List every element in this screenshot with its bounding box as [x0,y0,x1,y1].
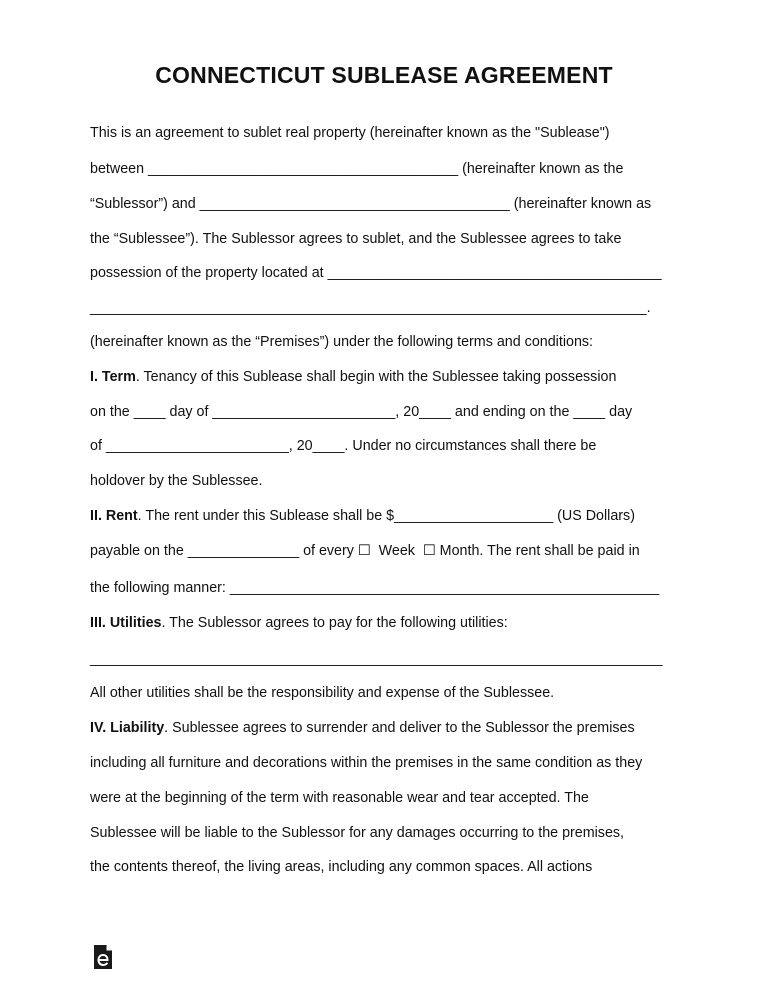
section-rent-heading: II. Rent [90,508,138,524]
section-liability [90,719,690,737]
body-line-13: payable on the ______________ of every ☐ Week ☐ Month. The rent shall be paid in [90,543,640,559]
body-line-3: “Sublessor”) and _______________________________________ (hereinafter known as [90,196,652,212]
document-title: CONNECTICUT SUBLEASE AGREEMENT [155,62,613,88]
body-line-16: ________________________________________________________________________ [90,651,663,667]
section-rent-text: . The rent under this Sublease shall be $____________________ (US Dollars) [137,508,635,524]
body-line-21: Sublessee will be liable to the Sublessor for any damages occurring to the premises, [90,825,625,841]
body-line-5: possession of the property located at __________________________________________ [90,265,662,281]
section-utilities-text: . The Sublessor agrees to pay for the following utilities: [161,615,508,631]
body-line-1: This is an agreement to sublet real property (hereinafter known as the "Sublease") [90,125,610,141]
section-utilities [90,614,690,632]
section-utilities-heading: III. Utilities [90,615,162,631]
body-line-19: including all furniture and decorations within the premises in the same condition as they [90,755,643,771]
section-liability-text: . Sublessee agrees to surrender and deliver to the Sublessor the premises [164,720,635,736]
section-term-heading: I. Term [90,369,136,385]
section-term [90,368,690,386]
eforms-logo-icon [92,944,114,970]
body-line-7: (hereinafter known as the “Premises”) under the following terms and conditions: [90,334,594,350]
body-line-22: the contents thereof, the living areas, including any common spaces. All actions [90,859,593,875]
body-line-6: ______________________________________________________________________. [90,300,651,316]
body-line-20: were at the beginning of the term with reasonable wear and tear accepted. The [90,790,589,806]
section-term-text: . Tenancy of this Sublease shall begin with the Sublessee taking possession [135,369,617,385]
section-liability-heading: IV. Liability [90,720,165,736]
section-rent [90,507,690,525]
body-line-9: on the ____ day of _______________________, 20____ and ending on the ____ day [90,404,633,420]
body-line-4: the “Sublessee”). The Sublessor agrees to sublet, and the Sublessee agrees to take [90,231,622,247]
body-line-2: between _______________________________________ (hereinafter known as the [90,161,624,177]
body-line-10: of _______________________, 20____. Under no circumstances shall there be [90,438,597,454]
body-line-11: holdover by the Sublessee. [90,473,263,489]
body-line-17: All other utilities shall be the responsibility and expense of the Sublessee. [90,685,555,701]
body-line-14: the following manner: ______________________________________________________ [90,580,660,596]
